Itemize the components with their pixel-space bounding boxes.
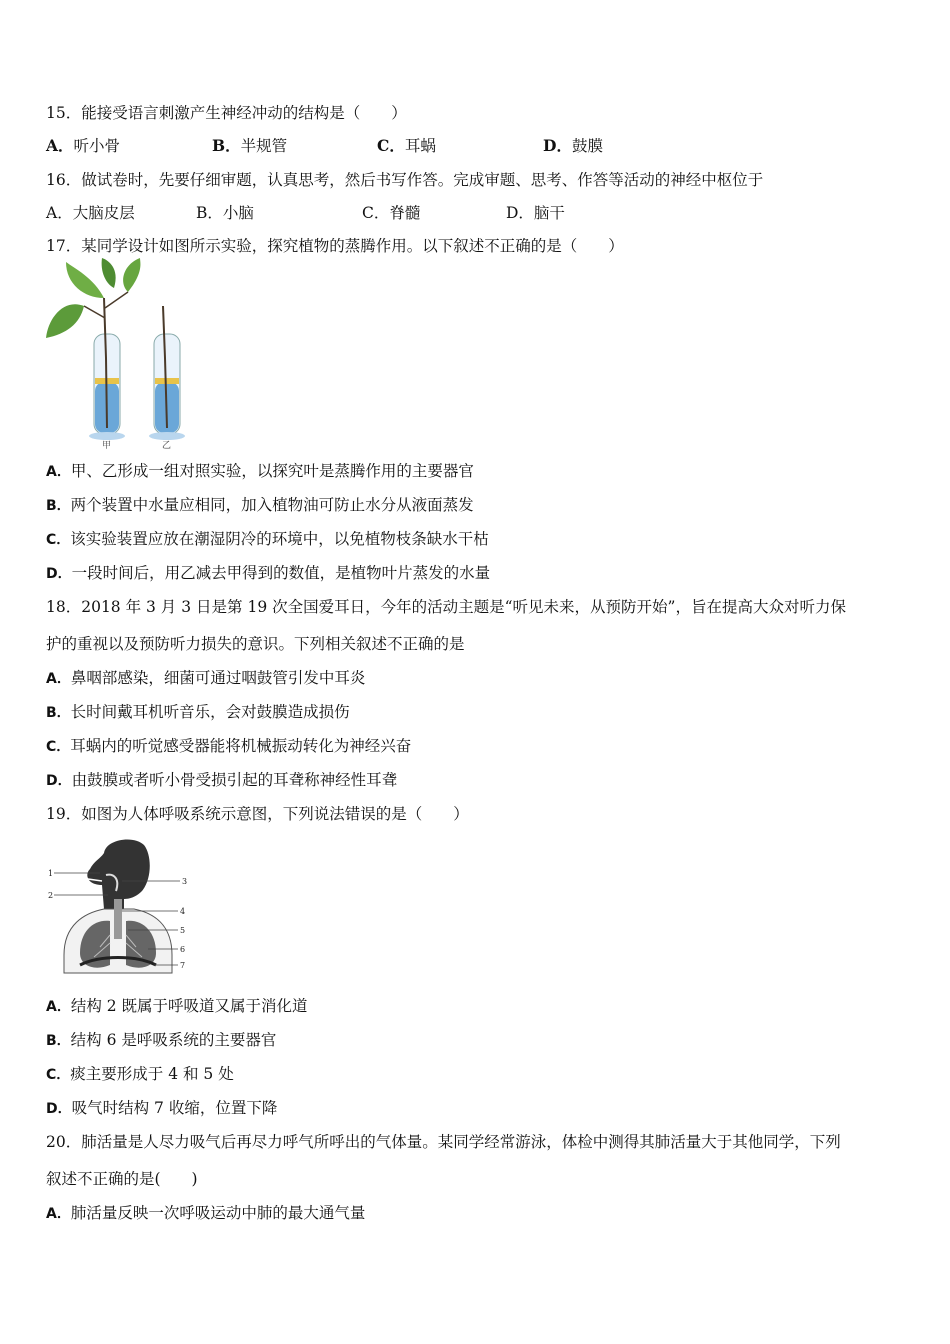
label-7: 7 [180,961,186,970]
q17-option-d: D．一段时间后，用乙减去甲得到的数值，是植物叶片蒸发的水量 [46,564,491,582]
q18-option-a: A．鼻咽部感染，细菌可通过咽鼓管引发中耳炎 [46,669,366,687]
q17-option-a: A．甲、乙形成一组对照实验，以探究叶是蒸腾作用的主要器官 [46,462,474,480]
q18-stem-line1: 18．2018 年 3 月 3 日是第 19 次全国爱耳日，今年的活动主题是“听见未来，从预防开始”，旨在提高大众对听力保 [46,598,846,616]
respiratory-system-figure [44,835,194,977]
label-jia: 甲 [102,441,112,450]
q15-option-b: B．半规管 [212,136,288,155]
label-5: 5 [180,926,186,935]
q15-option-d: D．鼓膜 [543,136,603,155]
q16-option-b: B．小脑 [196,204,254,222]
q16-option-d: D．脑干 [506,204,565,222]
label-4: 4 [180,907,186,916]
q18-option-d: D．由鼓膜或者听小骨受损引起的耳聋称神经性耳聋 [46,771,398,789]
q16-option-c: C．脊髓 [362,204,421,222]
label-1: 1 [48,869,54,878]
q19-option-c: C．痰主要形成于 4 和 5 处 [46,1065,234,1083]
q17-option-b: B．两个装置中水量应相同，加入植物油可防止水分从液面蒸发 [46,496,474,514]
q18-stem-line2: 护的重视以及预防听力损失的意识。下列相关叙述不正确的是 [46,635,465,653]
q15-stem: 15．能接受语言刺激产生神经冲动的结构是（ ） [46,104,407,122]
q18-option-b: B．长时间戴耳机听音乐，会对鼓膜造成损伤 [46,703,350,721]
q17-stem: 17．某同学设计如图所示实验，探究植物的蒸腾作用。以下叙述不正确的是（ ） [46,237,624,255]
label-6: 6 [180,945,186,954]
label-3: 3 [182,877,188,886]
q20-stem-line1: 20．肺活量是人尽力吸气后再尽力呼气所呼出的气体量。某同学经常游泳，体检中测得其肺活量大于其他同学，下列 [46,1133,841,1151]
q17-option-c: C．该实验装置应放在潮湿阴冷的环境中，以免植物枝条缺水干枯 [46,530,489,548]
transpiration-experiment-figure [44,258,204,450]
q15-option-a: A．听小骨 [46,136,121,155]
q16-stem: 16．做试卷时，先要仔细审题，认真思考，然后书写作答。完成审题、思考、作答等活动的神经中枢位于 [46,171,764,189]
q15-option-c: C．耳蜗 [377,136,436,155]
q19-stem: 19．如图为人体呼吸系统示意图，下列说法错误的是（ ） [46,805,469,823]
q19-option-d: D．吸气时结构 7 收缩，位置下降 [46,1099,278,1117]
label-yi: 乙 [162,441,172,450]
q20-option-a: A．肺活量反映一次呼吸运动中肺的最大通气量 [46,1204,366,1222]
q20-stem-line2: 叙述不正确的是( ) [46,1170,198,1188]
q19-option-a: A．结构 2 既属于呼吸道又属于消化道 [46,997,308,1015]
label-2: 2 [48,891,54,900]
q16-option-a: A．大脑皮层 [46,204,135,222]
q19-option-b: B．结构 6 是呼吸系统的主要器官 [46,1031,277,1049]
q18-option-c: C．耳蜗内的听觉感受器能将机械振动转化为神经兴奋 [46,737,412,755]
